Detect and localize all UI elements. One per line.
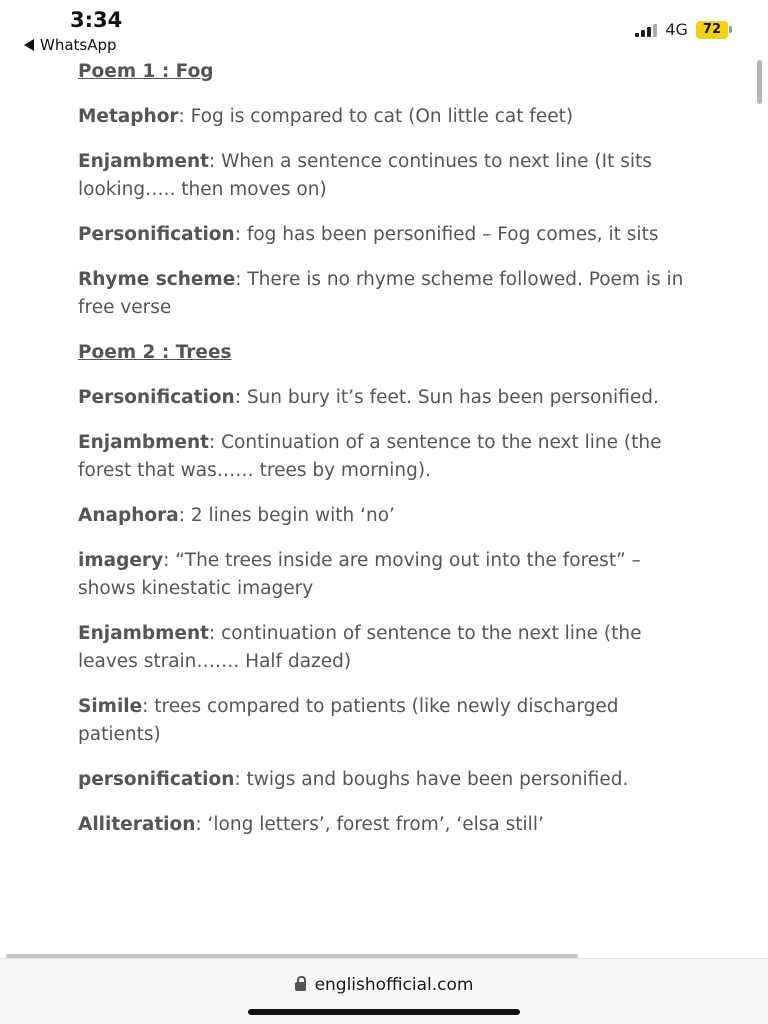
device-term: Anaphora: [78, 505, 179, 526]
device-term: Metaphor: [78, 106, 179, 127]
device-description: : 2 lines begin with ‘no’: [178, 505, 395, 526]
horizontal-scrollbar[interactable]: [6, 954, 578, 958]
list-item: [78, 384, 698, 412]
device-term: Personification: [78, 387, 235, 408]
device-term: imagery: [78, 550, 164, 571]
list-item: [78, 811, 698, 839]
url-text: englishofficial.com: [314, 975, 474, 995]
device-description: : ‘long letters’, forest from’, ‘elsa still’: [195, 814, 544, 835]
list-item: [78, 620, 698, 676]
list-item: [78, 547, 698, 603]
vertical-scrollbar[interactable]: [757, 60, 762, 104]
device-term: Alliteration: [78, 814, 196, 835]
device-term: Enjambment: [78, 432, 209, 453]
back-to-app-button[interactable]: [24, 36, 117, 54]
lock-icon: [295, 982, 306, 991]
device-description: : continuation of sentence to the next line (the leaves strain……. Half dazed): [78, 623, 642, 672]
device-description: : Continuation of a sentence to the next line (the forest that was…… trees by morning).: [78, 432, 662, 481]
device-description: : Fog is compared to cat (On little cat feet): [178, 106, 574, 127]
device-description: : When a sentence continues to next line (It sits looking….. then moves on): [78, 151, 652, 200]
network-type: 4G: [665, 20, 688, 39]
device-description: : twigs and boughs have been personified.: [234, 769, 629, 790]
browser-address-bar[interactable]: [0, 958, 768, 1024]
battery-level: 72: [696, 21, 728, 39]
url-display[interactable]: [0, 975, 768, 995]
device-description: : trees compared to patients (like newly discharged patients): [78, 696, 619, 745]
back-arrow-icon: [24, 39, 34, 51]
device-term: Enjambment: [78, 623, 209, 644]
list-item: [78, 103, 698, 131]
device-term: Simile: [78, 696, 143, 717]
device-description: : “The trees inside are moving out into the forest” – shows kinestatic imagery: [78, 550, 641, 599]
list-item: [78, 221, 698, 249]
list-item: [78, 266, 698, 322]
poem1-heading: Poem 1 : Fog: [78, 61, 214, 82]
back-app-label: WhatsApp: [40, 36, 117, 54]
status-bar: [0, 0, 768, 60]
device-term: Rhyme scheme: [78, 269, 236, 290]
device-term: Personification: [78, 224, 235, 245]
home-indicator[interactable]: [248, 1009, 520, 1015]
list-item: [78, 766, 698, 794]
device-description: : Sun bury it’s feet. Sun has been personified.: [234, 387, 659, 408]
article-content: [78, 58, 698, 856]
status-time: 3:34: [70, 8, 123, 32]
cellular-signal-icon: [635, 23, 657, 37]
list-item: [78, 502, 698, 530]
list-item: [78, 429, 698, 485]
list-item: [78, 693, 698, 749]
list-item: [78, 148, 698, 204]
poem2-heading: Poem 2 : Trees: [78, 342, 232, 363]
status-indicators: [635, 20, 732, 39]
battery-icon: [696, 21, 732, 39]
device-term: Enjambment: [78, 151, 209, 172]
device-description: : fog has been personified – Fog comes, it sits: [234, 224, 659, 245]
device-term: personification: [78, 769, 235, 790]
device-description: : There is no rhyme scheme followed. Poem is in free verse: [78, 269, 684, 318]
